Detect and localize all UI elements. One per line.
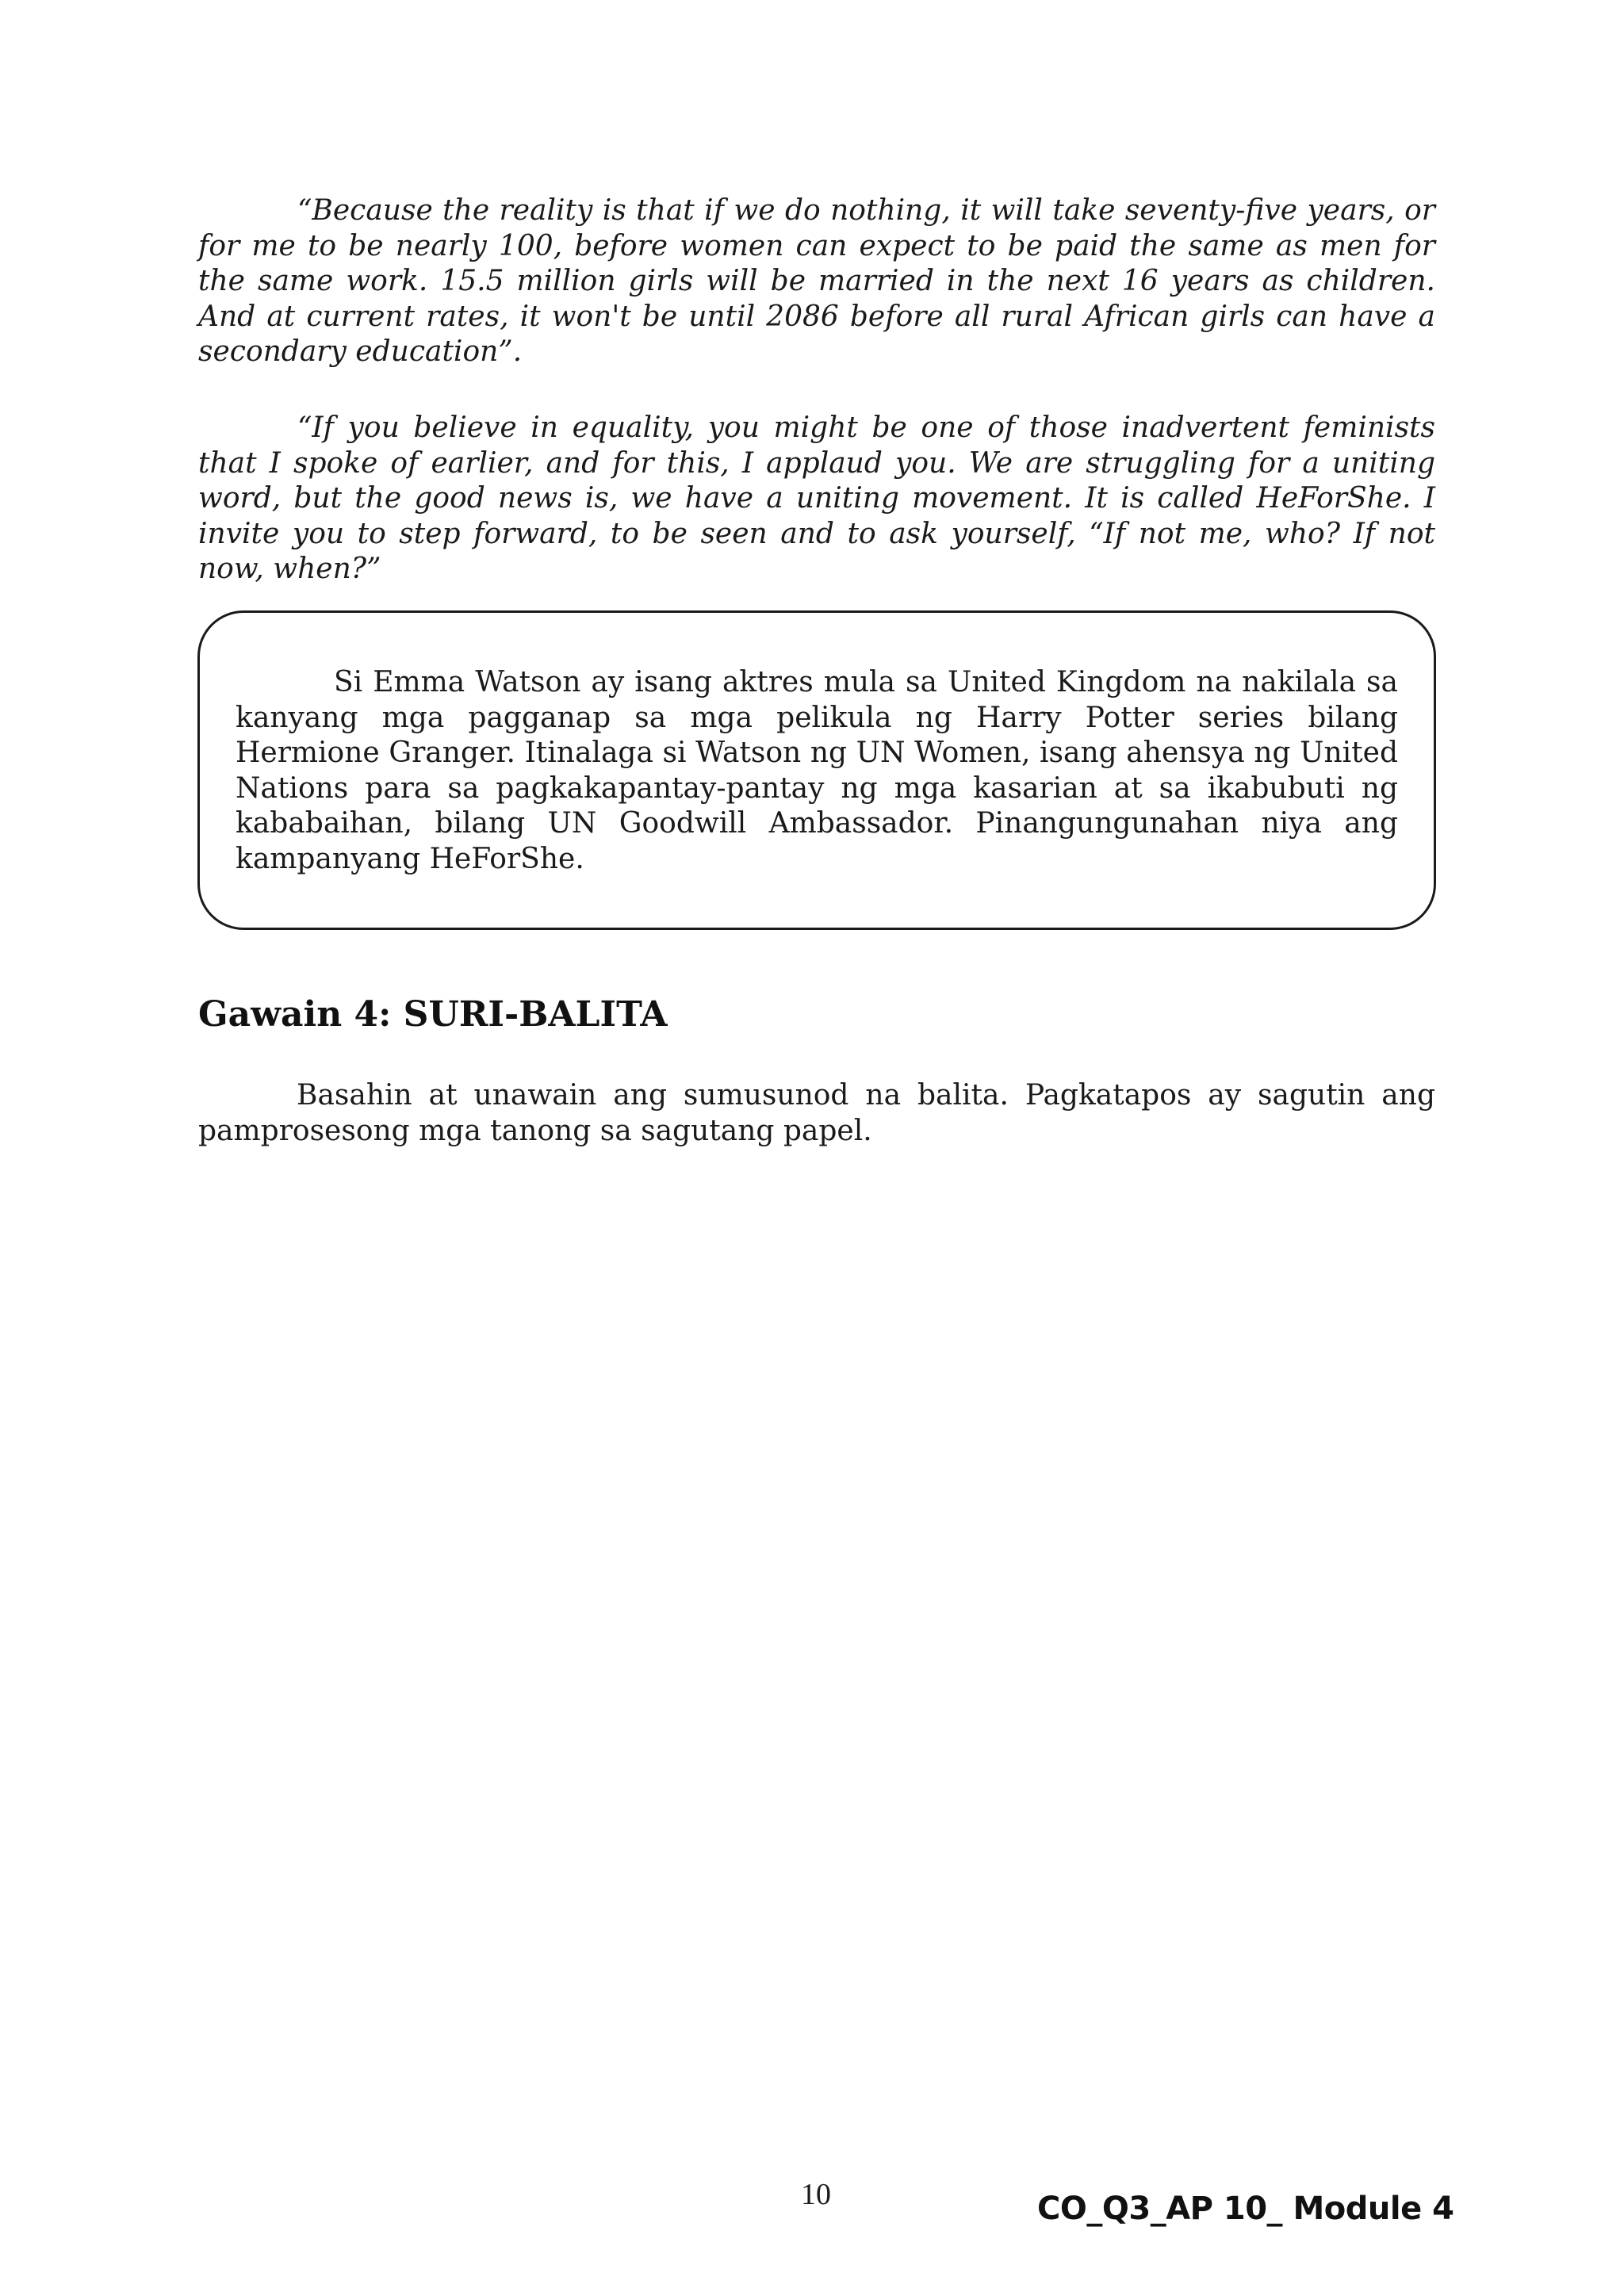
section-instructions: Basahin at unawain ang sumusunod na balita. Pagkatapos ay sagutin ang pamprosesong mga tanong sa sagutang papel.	[198, 1079, 1435, 1147]
quote-paragraph: “Because the reality is that if we do nothing, it will take seventy-five years, or for me to be nearly 100, before women can expect to be paid the same as men for the same work. 15.5 million girls will be married in the next 16 years as children. And at current rates, it won't be until 2086 before all rural African girls can have a secondary education”.	[198, 194, 1435, 368]
section-heading: Gawain 4: SURI-BALITA	[198, 994, 668, 1035]
quote-paragraph: “If you believe in equality, you might be one of those inadvertent feminists that I spoke of earlier, and for this, I applaud you. We are struggling for a uniting word, but the good news is, we have a uniting movement. It is called HeForShe. I invite you to step forward, to be seen and to ask yourself, “If not me, who? If not now, when?”	[198, 411, 1435, 585]
module-label: CO_Q3_AP 10_ Module 4	[1037, 2191, 1454, 2227]
info-box	[197, 610, 1436, 930]
page-number: 10	[801, 2178, 831, 2211]
info-box-text: Si Emma Watson ay isang aktres mula sa United Kingdom na nakilala sa kanyang mga pagganap sa mga pelikula ng Harry Potter series bilang Hermione Granger. Itinalaga si Watson ng UN Women, isang ahensya ng United Nations para sa pagkakapantay-pantay ng mga kasarian at sa ikabubuti ng kababaihan, bilang UN Goodwill Ambassador. Pinangungunahan niya ang kampanyang HeForShe.	[236, 666, 1398, 875]
